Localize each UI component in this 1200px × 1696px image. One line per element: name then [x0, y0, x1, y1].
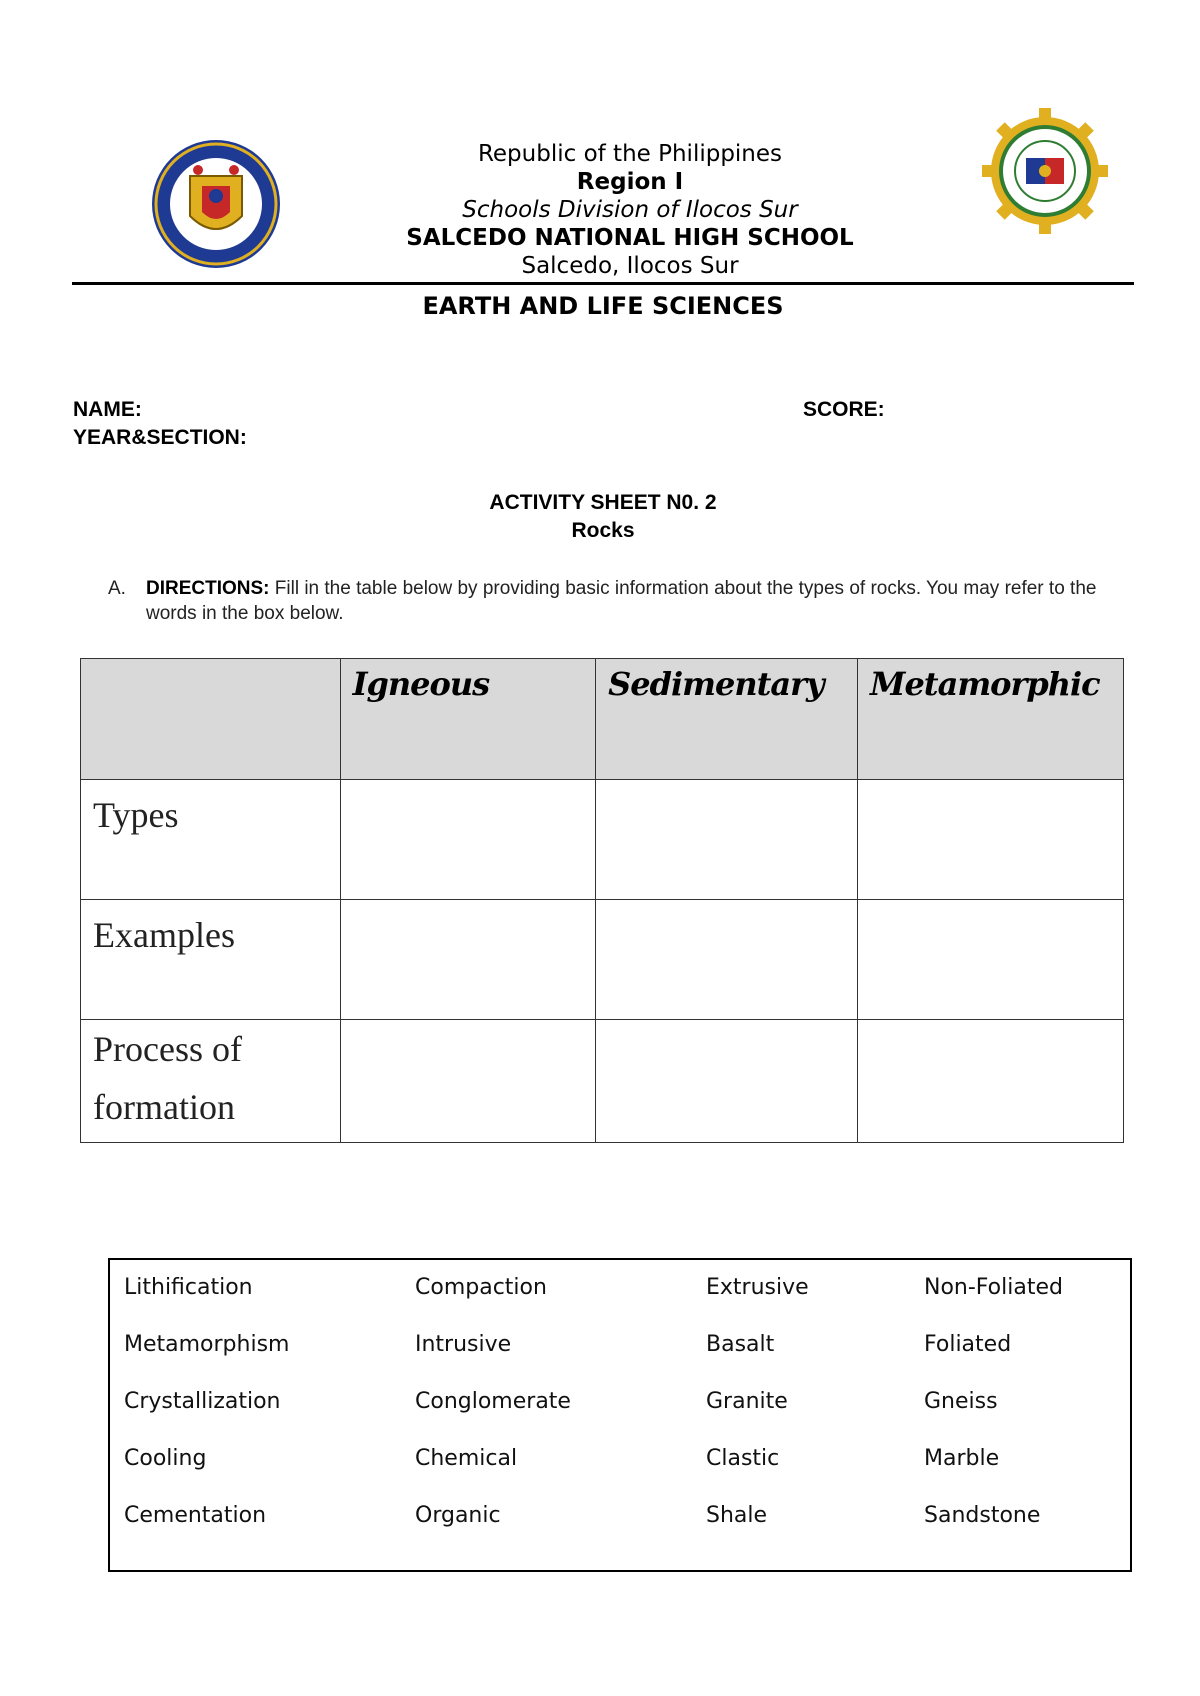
word-bank-item: Basalt: [706, 1332, 775, 1357]
region-line: Region I: [576, 169, 684, 195]
year-section-field-label: YEAR&SECTION:: [73, 426, 247, 449]
school-address: Salcedo, Ilocos Sur: [521, 253, 739, 279]
activity-title: ACTIVITY SHEET N0. 2: [489, 491, 717, 514]
answer-cell[interactable]: [858, 900, 1124, 1020]
word-bank-item: Clastic: [706, 1446, 780, 1471]
row-process-of-formation: Process of formation: [81, 1020, 341, 1143]
answer-cell[interactable]: [858, 780, 1124, 900]
answer-cell[interactable]: [596, 780, 858, 900]
word-bank-item: Extrusive: [706, 1275, 809, 1300]
score-field-label: SCORE:: [803, 398, 885, 421]
word-bank-item: Gneiss: [924, 1389, 998, 1414]
answer-cell[interactable]: [340, 780, 596, 900]
table-corner-cell: [81, 659, 341, 780]
row-examples: Examples: [81, 900, 341, 1020]
directions-text: Fill in the table below by providing basic information about the types of rocks. You may refer to the words in the box below.: [146, 578, 1097, 624]
republic-line: Republic of the Philippines: [477, 141, 783, 167]
answer-cell[interactable]: [596, 1020, 858, 1143]
subject-title: EARTH AND LIFE SCIENCES: [422, 292, 784, 320]
activity-subtitle: Rocks: [571, 519, 635, 542]
word-bank-box: [108, 1258, 1132, 1572]
word-bank-item: Metamorphism: [124, 1332, 290, 1357]
word-bank-grid: [124, 1268, 1124, 1553]
directions: [108, 576, 1108, 626]
answer-cell[interactable]: [340, 900, 596, 1020]
word-bank-item: Conglomerate: [415, 1389, 571, 1414]
school-name: SALCEDO NATIONAL HIGH SCHOOL: [406, 225, 854, 251]
word-bank-item: Intrusive: [415, 1332, 512, 1357]
word-bank-item: Non-Foliated: [924, 1275, 1063, 1300]
word-bank-item: Cooling: [124, 1446, 207, 1471]
word-bank-item: Granite: [706, 1389, 788, 1414]
word-bank-item: Marble: [924, 1446, 1000, 1471]
header-divider: [72, 282, 1134, 285]
answer-cell[interactable]: [596, 900, 858, 1020]
word-bank-item: Cementation: [124, 1503, 267, 1528]
division-line: Schools Division of Ilocos Sur: [462, 197, 798, 223]
word-bank-item: Organic: [415, 1503, 501, 1528]
table-row: [81, 900, 1124, 1020]
column-igneous: Igneous: [340, 659, 596, 780]
table-row: [81, 1020, 1124, 1143]
row-types: Types: [81, 780, 341, 900]
word-bank-item: Shale: [706, 1503, 768, 1528]
school-header: [260, 140, 1000, 280]
column-metamorphic: Metamorphic: [858, 659, 1124, 780]
word-bank-item: Sandstone: [924, 1503, 1041, 1528]
table-header-row: [81, 659, 1124, 780]
directions-label: DIRECTIONS:: [146, 578, 270, 599]
word-bank-item: Crystallization: [124, 1389, 281, 1414]
rock-types-table: [80, 658, 1124, 1143]
word-bank-item: Chemical: [415, 1446, 518, 1471]
name-field-label: NAME:: [73, 398, 142, 421]
word-bank-item: Foliated: [924, 1332, 1012, 1357]
word-bank-item: Compaction: [415, 1275, 547, 1300]
answer-cell[interactable]: [340, 1020, 596, 1143]
word-bank-item: Lithification: [124, 1275, 253, 1300]
directions-marker: A.: [108, 578, 126, 599]
answer-cell[interactable]: [858, 1020, 1124, 1143]
column-sedimentary: Sedimentary: [596, 659, 858, 780]
table-row: [81, 780, 1124, 900]
